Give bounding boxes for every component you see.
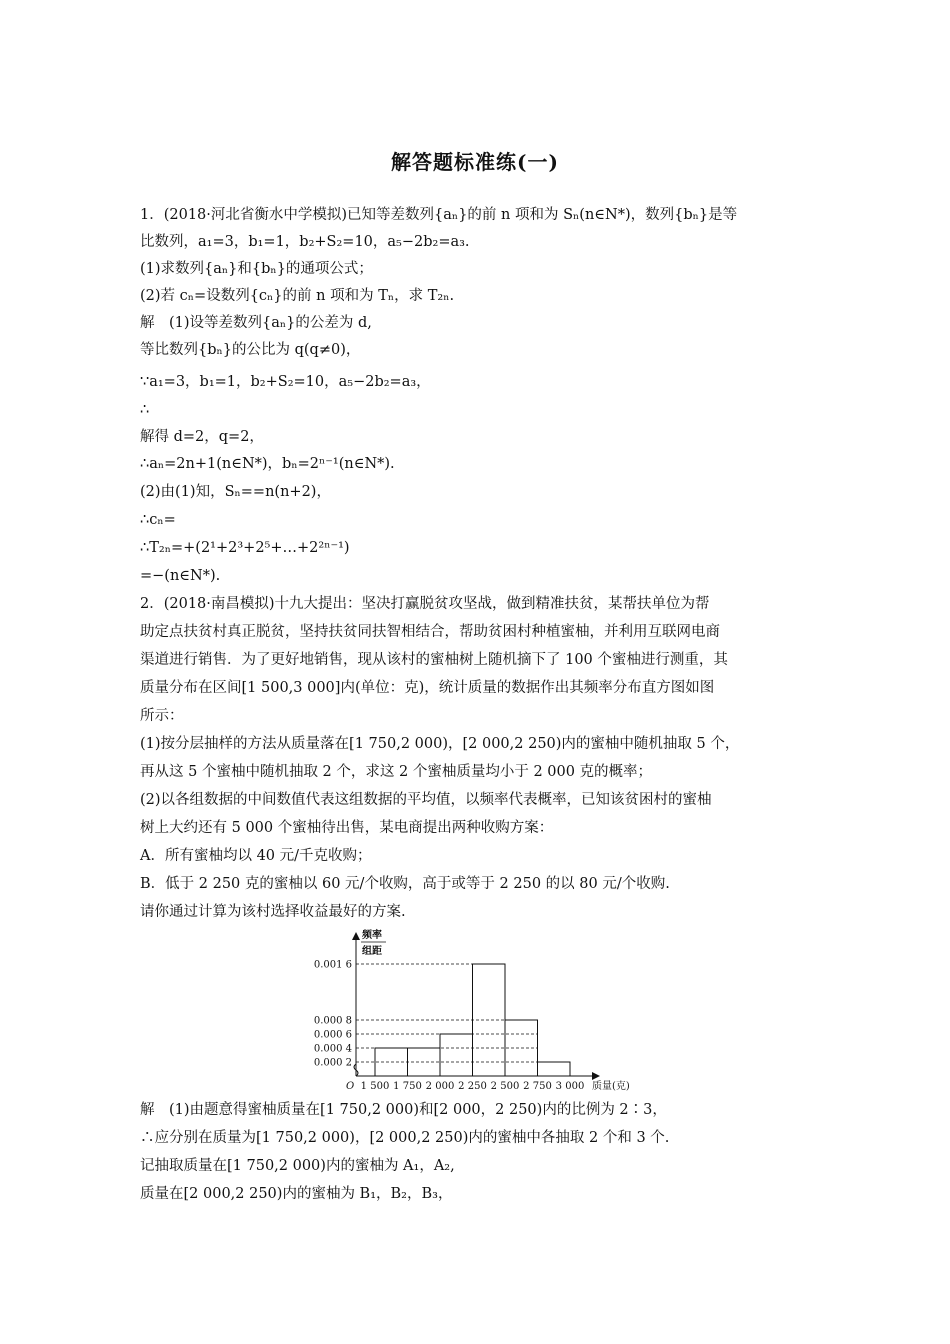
x-tick-label: 2 500 xyxy=(490,1081,520,1092)
frequency-histogram xyxy=(300,926,660,1096)
solution-1-line-10: =−(n∈N*). xyxy=(140,568,221,584)
x-axis-label: 质量(克) xyxy=(592,1081,630,1092)
problem-2-line-6: (1)按分层抽样的方法从质量落在[1 750,2 000)，[2 000,2 250)内的蜜柚中随机抽取 5 个， xyxy=(140,736,740,752)
origin-label: O xyxy=(346,1081,355,1092)
x-tick-label: 2 000 xyxy=(425,1081,455,1092)
solution-1-line-7: (2)由(1)知，Sₙ==n(n+2)， xyxy=(140,484,331,500)
histogram-bar-2750-3000 xyxy=(538,1062,571,1076)
solution-1-line-9: ∴T₂ₙ=+(2¹+2³+2⁵+…+2²ⁿ⁻¹) xyxy=(140,540,350,556)
solution-1-line-1: 解 (1)设等差数列{aₙ}的公差为 d, xyxy=(140,315,372,331)
problem-1-line-2: 比数列，a₁=3，b₁=1，b₂+S₂=10，a₅−2b₂=a₃. xyxy=(140,234,470,250)
y-axis-label-top: 频率 xyxy=(362,930,382,941)
y-tick-label: 0.000 6 xyxy=(313,1029,352,1041)
problem-2-line-11: B．低于 2 250 克的蜜柚以 60 元/个收购，高于或等于 2 250 的以 80 元/个收购. xyxy=(140,876,670,892)
solution-2-line-4: 质量在[2 000,2 250)内的蜜柚为 B₁，B₂，B₃， xyxy=(140,1186,453,1202)
solution-2-line-1: 解 (1)由题意得蜜柚质量在[1 750,2 000)和[2 000，2 250)内的比例为 2∶3， xyxy=(140,1102,667,1118)
solution-1-line-8: ∴cₙ= xyxy=(140,512,176,528)
solution-1-line-4: ∴ xyxy=(140,402,150,418)
x-tick-label: 2 750 xyxy=(523,1081,552,1092)
problem-1-line-3: (1)求数列{aₙ}和{bₙ}的通项公式； xyxy=(140,261,373,277)
solution-1-line-5: 解得 d=2，q=2， xyxy=(140,429,264,445)
problem-2-line-1: 2．(2018·南昌模拟)十九大提出：坚决打赢脱贫攻坚战，做到精准扶贫，某帮扶单位为帮 xyxy=(140,596,710,612)
problem-2-line-9: 树上大约还有 5 000 个蜜柚待出售，某电商提出两种收购方案： xyxy=(140,820,554,836)
problem-2-line-7: 再从这 5 个蜜柚中随机抽取 2 个，求这 2 个蜜柚质量均小于 2 000 克的概率； xyxy=(140,764,653,780)
problem-1-line-1: 1．(2018·河北省衡水中学模拟)已知等差数列{aₙ}的前 n 项和为 Sₙ(n∈N*)，数列{bₙ}是等 xyxy=(140,207,738,223)
solution-2-line-2: ∴应分别在质量为[1 750,2 000)，[2 000,2 250)内的蜜柚中各抽取 2 个和 3 个. xyxy=(140,1130,670,1146)
x-tick-label: 3 000 xyxy=(555,1081,585,1092)
problem-2-line-3: 渠道进行销售．为了更好地销售，现从该村的蜜柚树上随机摘下了 100 个蜜柚进行测重，其 xyxy=(140,652,728,668)
histogram-bar-2000-2250 xyxy=(440,1034,473,1076)
page-title: 解答题标准练(一) xyxy=(391,150,559,174)
solution-1-line-3: ∵a₁=3，b₁=1，b₂+S₂=10，a₅−2b₂=a₃， xyxy=(140,374,431,390)
problem-2-line-5: 所示： xyxy=(140,708,184,724)
y-axis-label-bottom: 组距 xyxy=(362,946,382,957)
solution-2-line-3: 记抽取质量在[1 750,2 000)内的蜜柚为 A₁，A₂, xyxy=(140,1158,455,1174)
problem-2-line-10: A．所有蜜柚均以 40 元/千克收购； xyxy=(140,848,372,864)
problem-2-line-4: 质量分布在区间[1 500,3 000]内(单位：克)，统计质量的数据作出其频率分布直方图如图 xyxy=(140,680,715,696)
y-tick-label: 0.000 2 xyxy=(313,1057,352,1069)
solution-1-line-2: 等比数列{bₙ}的公比为 q(q≠0)， xyxy=(140,342,361,358)
problem-2-line-12: 请你通过计算为该村选择收益最好的方案. xyxy=(140,904,406,920)
y-tick-label: 0.001 6 xyxy=(313,959,352,971)
problem-1-line-4: (2)若 cₙ=设数列{cₙ}的前 n 项和为 Tₙ，求 T₂ₙ. xyxy=(140,288,455,304)
problem-2-line-8: (2)以各组数据的中间数值代表这组数据的平均值，以频率代表概率，已知该贫困村的蜜柚 xyxy=(140,792,712,808)
x-tick-label: 2 250 xyxy=(458,1081,487,1092)
x-tick-label: 1 500 xyxy=(360,1081,390,1092)
solution-1-line-6: ∴aₙ=2n+1(n∈N*)，bₙ=2ⁿ⁻¹(n∈N*). xyxy=(140,456,395,472)
y-tick-label: 0.000 4 xyxy=(313,1043,352,1055)
x-tick-label: 1 750 xyxy=(393,1081,422,1092)
problem-2-line-2: 助定点扶贫村真正脱贫，坚持扶贫同扶智相结合，帮助贫困村种植蜜柚，并利用互联网电商 xyxy=(140,624,720,640)
y-tick-label: 0.000 8 xyxy=(313,1015,352,1027)
